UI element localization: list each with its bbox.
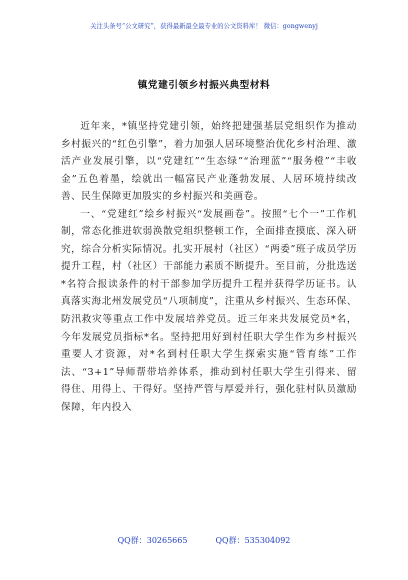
qq-group-1: QQ群：30265665 [117,536,188,545]
document-title: 镇党建引领乡村振兴典型材料 [137,80,271,91]
contact-footer [0,535,408,546]
promo-banner: 关注头条号“公文研究”，获得最新最全最专业的公文资料库！ 微信：gongwenyj [90,23,318,30]
body-paragraph: 近年来，*镇坚持党建引领，始终把建强基层党组织作为推动乡村振兴的“红色引擎”，着力加强人居环境整治优化乡村治理、激活产业发展引擎，以“党建红”“生态绿”“治理蓝”“服务橙”“丰收金”五色着墨，绘就出一幅富民产业蓬勃发展、人居环境持续改善、民生保障更加殷实的乡村振兴和美画卷。 [61,121,357,203]
body-paragraph: 一、“党建红”绘乡村振兴“发展画卷”。按照“七个一”工作机制，常态化推进软弱涣散党组织整顿工作，全面排查摸底、深入研究，综合分析实际情况。扎实开展村（社区）“两委”班子成员学历提升工程，村（社区）干部能力素质不断提升。至目前，分批选送*名符合报读条件的村干部参加学历提升工程并获得学历证书。认真落实海北州发展党员“八项制度”，注重从乡村振兴、生态环保、防汛救灾等重点工作中发展培养党员。近三年来共发展党员*名，今年发展党员指标*名。坚持把用好到村任职大学生作为乡村振兴重要人才资源，对*名到村任职大学生探索实施“管育练”工作法、“3+1”导师帮带培养体系，推动到村任职大学生引得来、留得住、用得上、干得好。坚持严管与厚爱并行，强化驻村队员激励保障，年内投入 [61,208,357,413]
document-body [61,118,357,416]
qq-group-2: QQ群：535304092 [215,536,291,545]
